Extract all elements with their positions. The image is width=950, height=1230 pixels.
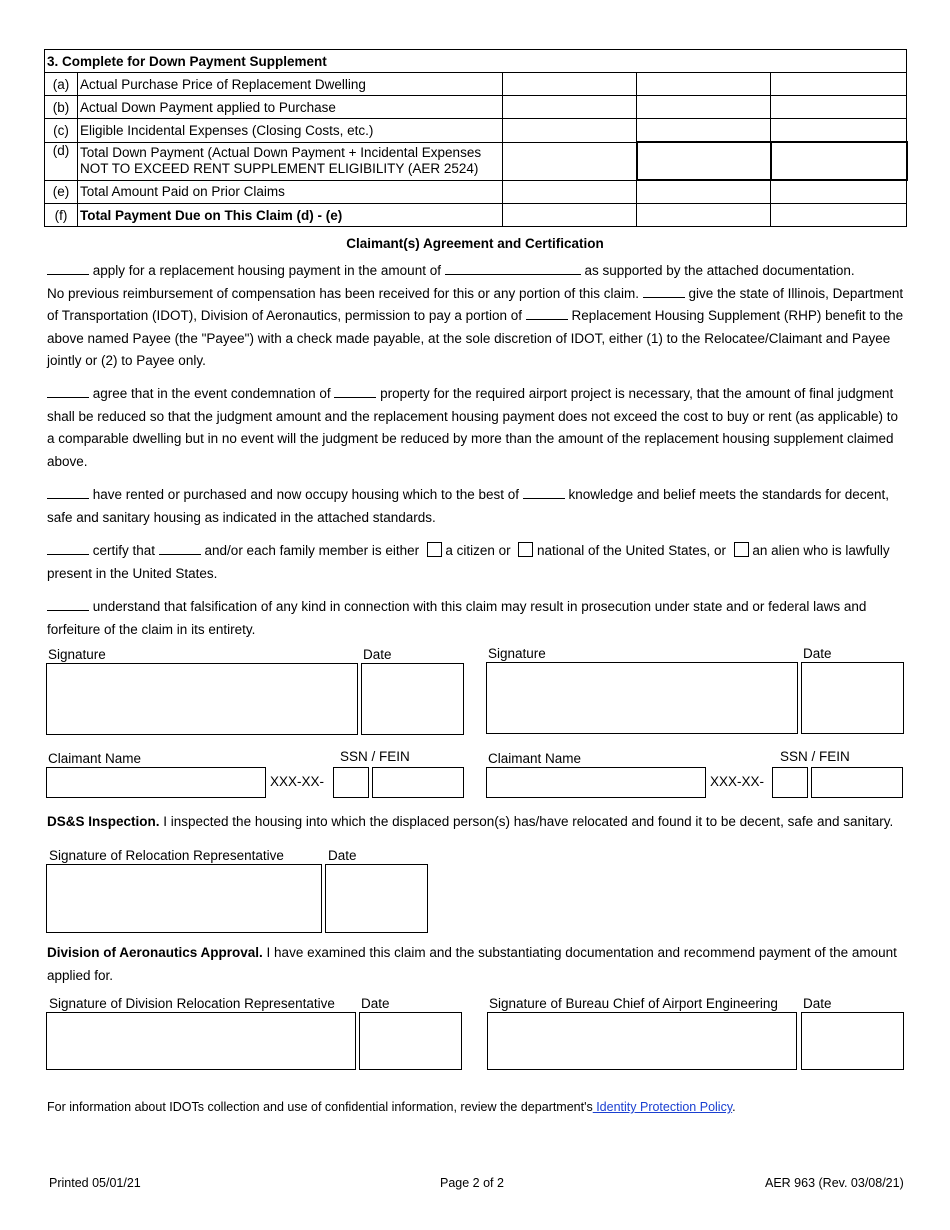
- national-checkbox[interactable]: [518, 542, 533, 557]
- certification-paragraph-3: [47, 484, 907, 529]
- text: national of the United States, or: [533, 543, 730, 558]
- amount-input[interactable]: [773, 204, 904, 226]
- pronoun-blank[interactable]: [523, 485, 565, 499]
- text: and/or each family member is either: [200, 543, 423, 558]
- row-label: Total Amount Paid on Prior Claims: [78, 180, 503, 204]
- amount-input[interactable]: [773, 181, 904, 203]
- claimant-1-ssn-field-a[interactable]: [333, 767, 369, 798]
- pronoun-blank[interactable]: [159, 541, 201, 555]
- row-letter: (b): [45, 96, 78, 119]
- amount-input[interactable]: [639, 181, 768, 203]
- printed-date: Printed 05/01/21: [49, 1176, 141, 1190]
- privacy-text: For information about IDOTs collection and use of confidential information, review the department's: [47, 1100, 593, 1114]
- claimant-1-ssn-field-b[interactable]: [372, 767, 464, 798]
- claimant-2-ssn-field-a[interactable]: [772, 767, 808, 798]
- bureau-chief-date-box[interactable]: [801, 1012, 904, 1070]
- alien-checkbox[interactable]: [734, 542, 749, 557]
- text: apply for a replacement housing payment in the amount of: [89, 263, 445, 278]
- text: certify that: [89, 543, 159, 558]
- amount-input[interactable]: [505, 96, 634, 118]
- date-label: Date: [363, 647, 392, 662]
- amount-cell[interactable]: [637, 73, 771, 96]
- text: a citizen or: [441, 543, 515, 558]
- row-label: Actual Down Payment applied to Purchase: [78, 96, 503, 119]
- text: No previous reimbursement of compensation has been received for this or any portion of this claim.: [47, 285, 643, 301]
- dss-body: I inspected the housing into which the displaced person(s) has/have relocated and found it to be decent, safe and sanitary.: [159, 814, 894, 829]
- amount-cell[interactable]: [637, 119, 771, 143]
- relocation-rep-date-box[interactable]: [325, 864, 428, 933]
- text: understand that falsification of any kind in connection with this claim may result in prosecution under state and or federal laws and forfeiture of the claim in its entirety.: [47, 599, 867, 637]
- amount-cell[interactable]: [637, 204, 771, 227]
- ssn-label: SSN / FEIN: [780, 749, 850, 764]
- claimant-2-date-box[interactable]: [801, 662, 904, 734]
- amount-input[interactable]: [773, 96, 904, 118]
- amount-cell[interactable]: [771, 142, 907, 180]
- row-letter: (e): [45, 180, 78, 204]
- approval-text: [47, 942, 907, 987]
- amount-cell[interactable]: [503, 73, 637, 96]
- approval-title: Division of Aeronautics Approval.: [47, 945, 263, 960]
- ssn-label: SSN / FEIN: [340, 749, 410, 764]
- amount-input[interactable]: [505, 143, 634, 180]
- amount-input[interactable]: [505, 119, 634, 142]
- text: Replacement Housing Supplement (RHP) benefit to the above named Payee (the "Payee") with a check made payable, at the sole discretion of IDOT, either (1) to the Relocatee/Claimant and Payee jointly or (2) to Payee only.: [47, 308, 904, 368]
- certification-paragraph-1: [47, 260, 907, 373]
- row-letter: (a): [45, 73, 78, 96]
- bureau-chief-signature-box[interactable]: [487, 1012, 797, 1070]
- amount-input[interactable]: [773, 119, 904, 141]
- text: an alien who is lawfully present in the United States.: [47, 543, 890, 581]
- row-label-line1: Total Down Payment (Actual Down Payment + Incidental Expenses: [80, 145, 482, 160]
- date-label: Date: [803, 646, 832, 661]
- down-payment-table: [44, 49, 908, 227]
- pronoun-blank[interactable]: [47, 261, 89, 275]
- claimant-2-name-field[interactable]: [486, 767, 706, 798]
- pronoun-blank[interactable]: [47, 384, 89, 398]
- amount-cell[interactable]: [771, 180, 907, 204]
- amount-input[interactable]: [639, 119, 768, 141]
- division-rep-signature-label: Signature of Division Relocation Representative: [49, 996, 335, 1011]
- amount-cell[interactable]: [637, 180, 771, 204]
- amount-input[interactable]: [639, 73, 768, 95]
- ssn-prefix: XXX-XX-: [710, 774, 765, 789]
- text: knowledge and belief meets the standards for decent, safe and sanitary housing as indicated in the attached standards.: [47, 487, 889, 525]
- table-row: [45, 119, 907, 143]
- amount-input[interactable]: [773, 73, 904, 95]
- date-label: Date: [803, 996, 832, 1011]
- table-row: [45, 142, 907, 180]
- amount-input[interactable]: [639, 204, 768, 226]
- amount-input[interactable]: [774, 143, 904, 179]
- approval-body: I have examined this claim and the substantiating documentation and recommend payment of the amount applied for.: [47, 945, 897, 983]
- text: have rented or purchased and now occupy housing which to the best of: [89, 487, 523, 502]
- amount-input[interactable]: [505, 204, 634, 226]
- relocation-rep-signature-label: Signature of Relocation Representative: [49, 848, 284, 863]
- text: agree that in the event condemnation of: [89, 386, 335, 401]
- row-letter: (f): [45, 204, 78, 227]
- amount-cell[interactable]: [503, 119, 637, 143]
- division-rep-date-box[interactable]: [359, 1012, 462, 1070]
- date-label: Date: [328, 848, 357, 863]
- claimant-1-signature-box[interactable]: [46, 663, 358, 735]
- privacy-end: .: [732, 1100, 736, 1114]
- text: as supported by the attached documentation.: [580, 263, 855, 278]
- row-label-line2: NOT TO EXCEED RENT SUPPLEMENT ELIGIBILITY (AER 2524): [80, 161, 479, 176]
- text: property for the required airport project is necessary, that the amount of final judgment shall be reduced so that the judgment amount and the replacement housing payment does not exceed the cost to buy or rent (as applicable) to a comparable dwelling but in no event will the judgment be reduced by more than the amount of the replacement housing supplement claimed above.: [47, 386, 899, 469]
- division-rep-signature-box[interactable]: [46, 1012, 356, 1070]
- certification-paragraph-4: [47, 540, 907, 585]
- identity-protection-policy-link[interactable]: Identity Protection Policy: [592, 1100, 733, 1114]
- privacy-notice: [47, 1100, 736, 1114]
- amount-input[interactable]: [639, 96, 768, 118]
- row-label: Total Payment Due on This Claim (d) - (e): [78, 204, 503, 227]
- claimant-1-name-field[interactable]: [46, 767, 266, 798]
- amount-cell[interactable]: [503, 180, 637, 204]
- form-number: AER 963 (Rev. 03/08/21): [765, 1176, 904, 1190]
- page-number: Page 2 of 2: [440, 1176, 504, 1190]
- table-row: [45, 204, 907, 227]
- amount-cell[interactable]: [637, 96, 771, 119]
- relocation-rep-signature-box[interactable]: [46, 864, 322, 933]
- row-letter: (d): [45, 142, 78, 180]
- amount-cell[interactable]: [503, 204, 637, 227]
- pronoun-blank[interactable]: [47, 597, 89, 611]
- citizen-checkbox[interactable]: [427, 542, 442, 557]
- pronoun-blank[interactable]: [334, 384, 376, 398]
- claimant-2-signature-box[interactable]: [486, 662, 798, 734]
- table-row: [45, 73, 907, 96]
- ssn-prefix: XXX-XX-: [270, 774, 325, 789]
- signature-label: Signature: [48, 647, 106, 662]
- dss-title: DS&S Inspection.: [47, 814, 160, 829]
- amount-cell[interactable]: [771, 204, 907, 227]
- table-heading: 3. Complete for Down Payment Supplement: [45, 50, 907, 73]
- claimant-name-label: Claimant Name: [488, 751, 582, 766]
- claimant-name-label: Claimant Name: [48, 751, 142, 766]
- row-letter: (c): [45, 119, 78, 143]
- claimant-1-date-box[interactable]: [361, 663, 464, 735]
- amount-cell[interactable]: [771, 119, 907, 143]
- amount-input[interactable]: [505, 73, 634, 95]
- amount-blank[interactable]: [445, 261, 581, 275]
- certification-title: Claimant(s) Agreement and Certification: [346, 236, 604, 251]
- pronoun-blank[interactable]: [643, 284, 685, 298]
- amount-cell[interactable]: [771, 73, 907, 96]
- amount-cell[interactable]: [503, 142, 637, 180]
- dss-inspection-text: [47, 811, 907, 834]
- amount-cell[interactable]: [503, 96, 637, 119]
- pronoun-blank[interactable]: [47, 485, 89, 499]
- row-label: Eligible Incidental Expenses (Closing Costs, etc.): [78, 119, 503, 143]
- pronoun-blank[interactable]: [526, 306, 568, 320]
- bureau-chief-signature-label: Signature of Bureau Chief of Airport Engineering: [489, 996, 778, 1011]
- table-row: [45, 96, 907, 119]
- date-label: Date: [361, 996, 390, 1011]
- amount-cell[interactable]: [637, 142, 771, 180]
- signature-label: Signature: [488, 646, 546, 661]
- amount-input[interactable]: [640, 143, 768, 179]
- amount-input[interactable]: [505, 181, 634, 204]
- claimant-2-ssn-field-b[interactable]: [811, 767, 903, 798]
- amount-cell[interactable]: [771, 96, 907, 119]
- pronoun-blank[interactable]: [47, 541, 89, 555]
- certification-paragraph-5: [47, 596, 907, 641]
- row-label: [78, 142, 503, 180]
- certification-paragraph-2: [47, 383, 907, 473]
- table-row: [45, 180, 907, 204]
- row-label: Actual Purchase Price of Replacement Dwelling: [78, 73, 503, 96]
- text: give the state of Illinois, Department of Transportation (IDOT), Division of Aeronautics, permission to pay a portion of: [47, 285, 904, 323]
